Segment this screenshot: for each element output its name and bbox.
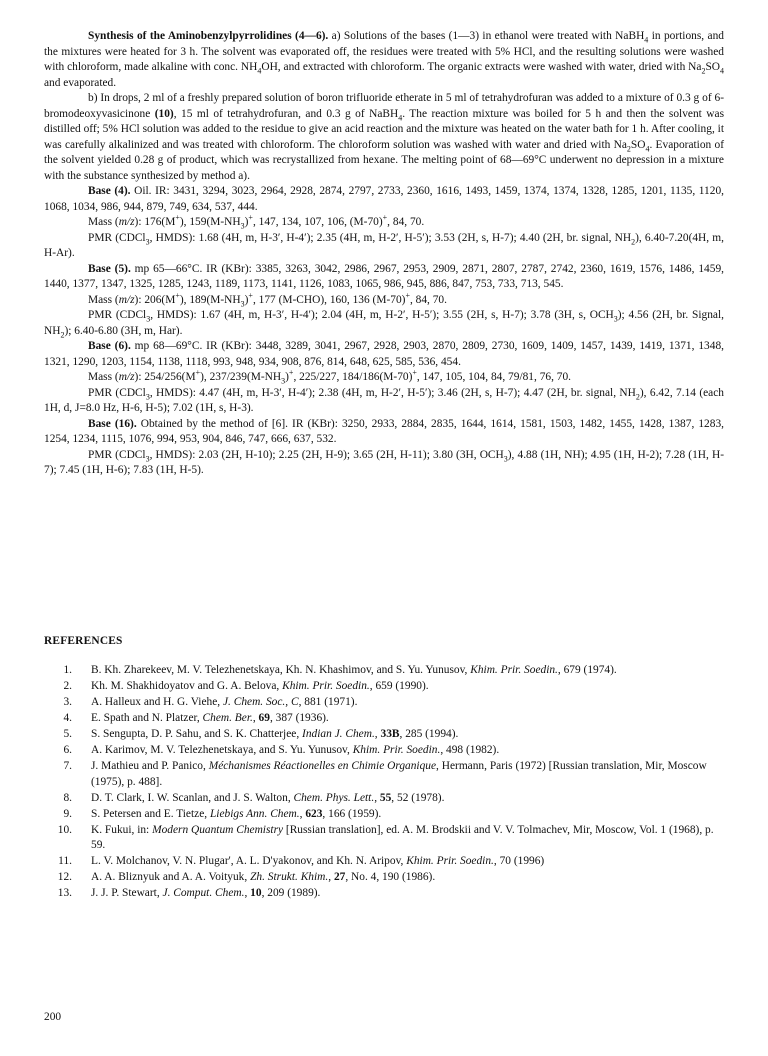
reference-item bbox=[44, 663, 724, 679]
paragraph: b) In drops, 2 ml of a freshly prepared solution of boron trifluoride etherate in 5 ml of tetrahydrofuran was added to a mixture of 0.3 g of 6-bromodeoxyvasicinone (10), 15 ml of tetrahydrofuran, and 0.3 g of NaBH$_4$. The reaction mixture was boiled for 5 h and then the solvent was distilled off; 5% HCl solution was added to the residue to give an acid reaction and the mixture was heated on the water bath for 1 h. After cooling, it was carefully alkalinized and was treated with chloroform. The chloroform solution was washed with water and dried with $Na_2SO_4$. Evaporation of the solvent yielded 0.28 g of product, which was recrystallized from hexane. The melting point of 68—69°C underwent no depression in a mixture with the substance synthesized by method a). bbox=[44, 92, 724, 182]
reference-number: 2. bbox=[63, 680, 72, 692]
reference-number: 10. bbox=[57, 823, 72, 836]
reference-number: 4. bbox=[63, 712, 72, 724]
references-list bbox=[44, 663, 724, 902]
reference-text: A. Karimov, M. V. Telezhenetskaya, and S. Yu. Yunusov, Khim. Prir. Soedin., 498 (1982). bbox=[91, 744, 500, 756]
reference-number: 8. bbox=[63, 791, 72, 804]
reference-number: 5. bbox=[63, 728, 72, 740]
reference-item bbox=[44, 711, 724, 727]
reference-number: 1. bbox=[63, 664, 72, 676]
reference-item bbox=[44, 743, 724, 759]
reference-text: L. V. Molchanov, V. N. Plugar', A. L. D'yakonov, and Kh. N. Aripov, Khim. Prir. Soedin., 70 (1996) bbox=[91, 855, 545, 867]
reference-number: 6. bbox=[63, 744, 72, 756]
paragraph: Mass (m/z): 254/256(M+), $237/239(M-NH_3)^+$, 225/227, 184/186(M-70)+, 147, 105, 104, 84, 79/81, 76, 70. bbox=[88, 368, 572, 386]
paragraph: Base (16). Obtained by the method of [6]. IR (KBr): 3250, 2933, 2884, 2835, 1644, 1614, 1581, 1503, 1482, 1455, 1428, 1387, 1283, 1254, 1234, 1115, 1076, 994, 953, 904, 846, 747, 666, 637, 532. bbox=[44, 417, 724, 445]
paragraph: PMR (CDCl$_3$, HMDS): 4.47 (4H, m, H-3′, H-4′); 2.38 (4H, m, H-2′, H-5′); 3.46 (2H, s, H-7); 4.47 (2H, br. signal, $NH_2$), 6.42, 7.14 (each 1H, d, J=8.0 Hz, H-6, H-5); 7.02 (1H, s, H-3). bbox=[44, 386, 724, 414]
paragraph: Base (6). mp 68—69°C. IR (KBr): 3448, 3289, 3041, 2967, 2928, 2903, 2870, 2809, 2730, 1609, 1409, 1457, 1439, 1419, 1371, 1348, 1321, 1290, 1203, 1154, 1138, 1118, 993, 948, 934, 908, 876, 814, 648, 625, 585, 536, 454. bbox=[44, 340, 724, 368]
reference-text: J. J. P. Stewart, J. Comput. Chem., 10, 209 (1989). bbox=[91, 887, 321, 899]
reference-text: S. Petersen and E. Tietze, Liebigs Ann. Chem., 623, 166 (1959). bbox=[91, 807, 382, 820]
page-number: 200 bbox=[44, 1011, 62, 1023]
reference-item bbox=[44, 759, 724, 790]
reference-item bbox=[44, 695, 724, 711]
reference-text: A. A. Bliznyuk and A. A. Voityuk, Zh. Strukt. Khim., 27, No. 4, 190 (1986). bbox=[91, 871, 436, 883]
paragraph: PMR (CDCl$_3$, HMDS): 2.03 (2H, H-10); 2.25 (2H, H-9); 3.65 (2H, H-11); 3.80 (3H, $OCH_3$), 4.88 (1H, NH); 4.95 (1H, H-2); 7.28 (1H, H-7); 7.45 (1H, H-6); 7.83 (1H, H-5). bbox=[44, 448, 725, 476]
paragraph: Base (5). mp 65—66°C. IR (KBr): 3385, 3263, 3042, 2986, 2967, 2953, 2909, 2871, 2807, 2787, 2742, 2360, 1619, 1576, 1486, 1459, 1440, 1377, 1347, 1325, 1285, 1243, 1189, 1173, 1141, 1126, 1083, 1065, 986, 945, 886, 847, 753, 733, 713, 545. bbox=[44, 262, 724, 290]
reference-number: 3. bbox=[63, 696, 72, 708]
reference-item bbox=[44, 823, 724, 854]
reference-item bbox=[44, 870, 724, 886]
reference-text: D. T. Clark, I. W. Scanlan, and J. S. Walton, Chem. Phys. Lett., 55, 52 (1978). bbox=[91, 791, 445, 804]
reference-text: S. Sengupta, D. P. Sahu, and S. K. Chatterjee, Indian J. Chem., 33B, 285 (1994). bbox=[91, 728, 459, 740]
reference-number: 7. bbox=[63, 760, 72, 772]
reference-text: A. Halleux and H. G. Viehe, J. Chem. Soc., C, 881 (1971). bbox=[91, 696, 358, 708]
experimental-section bbox=[44, 29, 724, 479]
paragraph: PMR (CDCl$_3$, HMDS): 1.67 (4H, m, H-3′, H-4′); 2.04 (4H, m, H-2′, H-5′); 3.55 (2H, s, H-7); 3.78 (3H, s, $OCH_3$); 4.56 (2H, br. Signal, $NH_2$); 6.40-6.80 (3H, m, Har). bbox=[44, 309, 724, 339]
paragraph: Base (4). Oil. IR: 3431, 3294, 3023, 2964, 2928, 2874, 2797, 2733, 2360, 1616, 1493, 1459, 1374, 1374, 1328, 1285, 1201, 1135, 1120, 1068, 1034, 986, 944, 879, 749, 634, 537, 444. bbox=[44, 185, 724, 213]
reference-text: K. Fukui, in: Modern Quantum Chemistry [Russian translation], ed. A. M. Brodskii and V. V. Tolmachev, Mir, Moscow, Vol. 1 (1968), p. 59. bbox=[91, 823, 714, 851]
paragraph: PMR (CDCl$_3$, HMDS): 1.68 (4H, m, H-3′, H-4′); 2.35 (4H, m, H-2′, H-5′); 3.53 (2H, s, H-7); 4.40 (2H, br. signal, $NH_2$), 6.40-7.20(4H, m, H-Ar). bbox=[44, 231, 724, 259]
reference-item bbox=[44, 854, 724, 870]
reference-number: 9. bbox=[63, 807, 72, 820]
reference-number: 11. bbox=[58, 855, 72, 867]
reference-text: E. Spath and N. Platzer, Chem. Ber., 69, 387 (1936). bbox=[91, 712, 329, 724]
references-heading: REFERENCES bbox=[44, 635, 123, 647]
reference-item bbox=[44, 791, 724, 807]
reference-number: 12. bbox=[57, 871, 72, 883]
reference-item bbox=[44, 807, 724, 823]
reference-number: 13. bbox=[57, 887, 72, 899]
reference-item bbox=[44, 679, 724, 695]
reference-item bbox=[44, 727, 724, 743]
paragraph: Mass (m/z): 206(M+), $189(M-NH_3)^+$, 177 (M-CHO), 160, 136 (M-70)+, 84, 70. bbox=[88, 290, 447, 308]
reference-text: J. Mathieu and P. Panico, Méchanismes Réactionelles en Chimie Organique, Hermann, Paris (1972) [Russian translation, Mir, Moscow (1975), p. 488]. bbox=[91, 760, 707, 788]
reference-text: B. Kh. Zharekeev, M. V. Telezhenetskaya, Kh. N. Khashimov, and S. Yu. Yunusov, Khim. Prir. Soedin., 679 (1974). bbox=[91, 664, 617, 676]
reference-text: Kh. M. Shakhidoyatov and G. A. Belova, Khim. Prir. Soedin., 659 (1990). bbox=[91, 680, 429, 692]
paragraph: Synthesis of the Aminobenzylpyrrolidines (4—6). a) Solutions of the bases (1—3) in ethanol were treated with NaBH$_4$ in portions, and the mixtures were heated for 3 h. The solvent was evaporated off, the residues were treated with 5% HCl, and the resulting solutions were washed with chloroform, made alkaline with conc. $NH_4OH$, and extracted with chloroform. The organic extracts were washed with water, dried with $Na_2SO_4$ and evaporated. bbox=[44, 30, 724, 89]
reference-item bbox=[44, 886, 724, 902]
paragraph: Mass (m/z): 176(M+), $159(M-NH_3)^+$, 147, 134, 107, 106, (M-70)+, 84, 70. bbox=[88, 213, 425, 231]
